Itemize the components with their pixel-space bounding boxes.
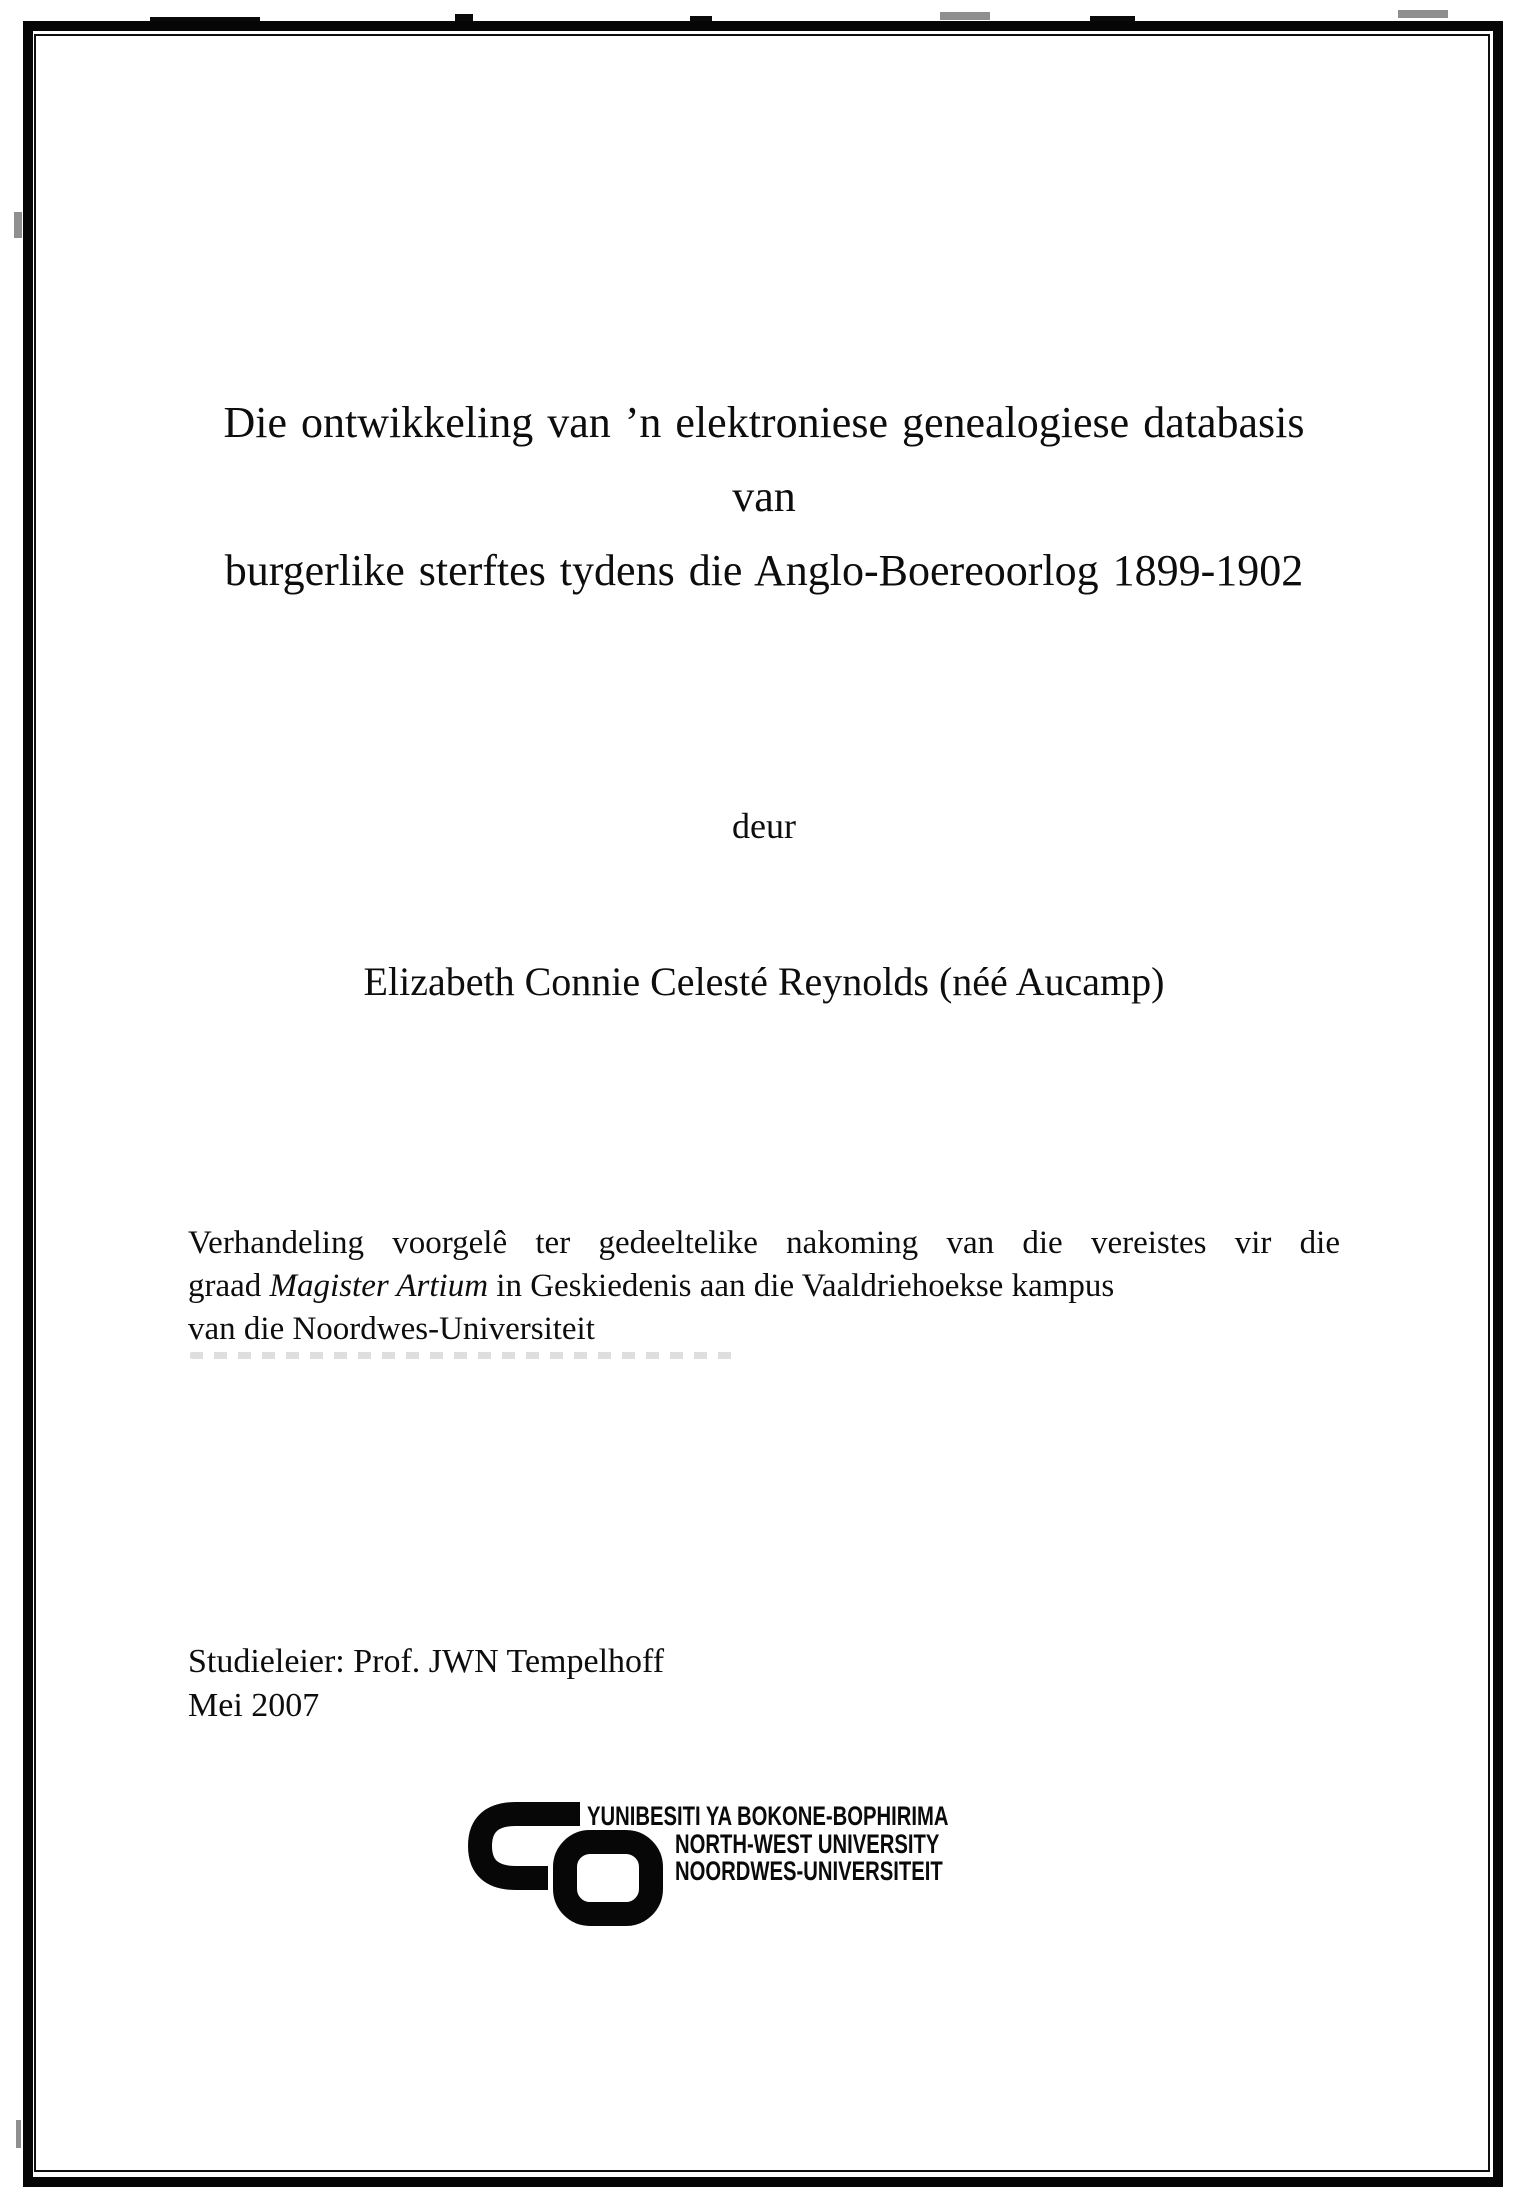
thesis-title	[188, 386, 1340, 608]
author-name: Elizabeth Connie Celesté Reynolds (néé Aucamp)	[363, 959, 1165, 1004]
bleed-through-smudge	[190, 1352, 735, 1359]
title-line-1: Die ontwikkeling van ’n elektroniese genealogiese databasis van	[223, 398, 1305, 521]
byline-deur: deur	[732, 806, 796, 846]
logo-text-line-3: NOORDWES-UNIVERSITEIT	[675, 1856, 943, 1886]
scan-artifact	[16, 2120, 21, 2148]
date-line: Mei 2007	[188, 1687, 320, 1724]
nwu-logo-text	[587, 1803, 1069, 1886]
logo-text-line-1: YUNIBESITI YA BOKONE-BOPHIRIMA	[587, 1801, 949, 1831]
degree-statement	[188, 1222, 1340, 1351]
statement-line-2	[188, 1265, 1340, 1308]
statement-line-1: Verhandeling voorgelê ter gedeeltelike nakoming van die vereistes vir die	[188, 1225, 1340, 1261]
statement-line-3: van die Noordwes-Universiteit	[188, 1311, 595, 1347]
magister-artium-italic: Magister Artium	[269, 1268, 489, 1304]
scan-artifact	[940, 12, 990, 20]
logo-text-line-2: NORTH-WEST UNIVERSITY	[675, 1828, 940, 1859]
statement-line-2-suffix: in Geskiedenis aan die Vaaldriehoekse kampus	[496, 1268, 1115, 1304]
title-line-2: burgerlike sterftes tydens die Anglo-Boereoorlog 1899-1902	[224, 546, 1304, 595]
statement-line-2-prefix: graad	[188, 1268, 262, 1304]
supervisor-line: Studieleier: Prof. JWN Tempelhoff	[188, 1643, 665, 1680]
supervisor-block	[188, 1640, 1340, 1728]
scan-artifact	[1398, 10, 1448, 18]
scan-artifact	[14, 212, 22, 238]
